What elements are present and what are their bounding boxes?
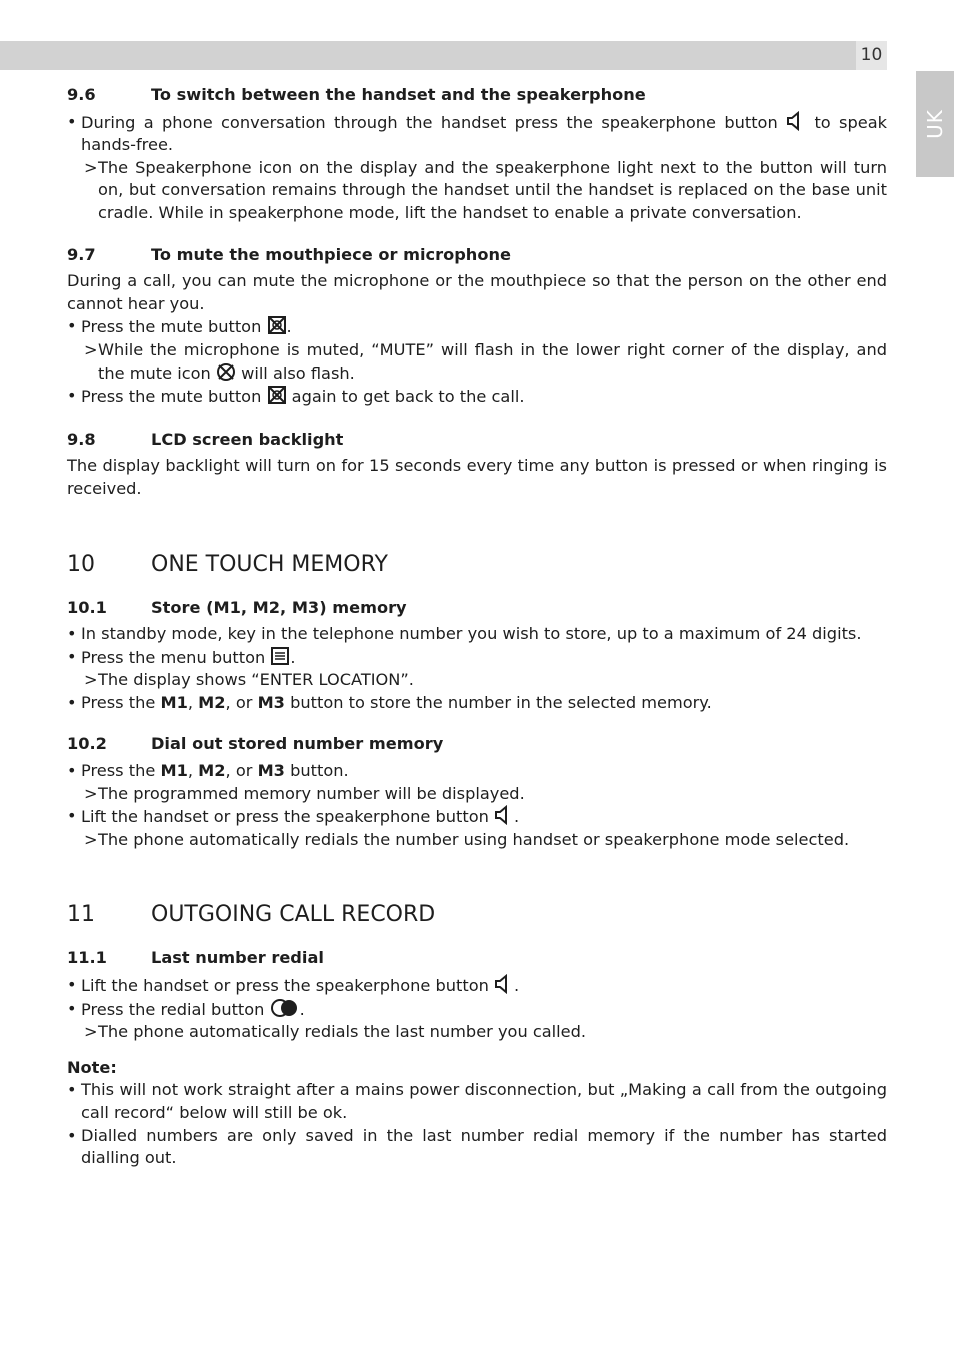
list-item: • Dialled numbers are only saved in the last number redial memory if the number has started dialling out.: [67, 1125, 887, 1170]
chapter-heading: 10 ONE TOUCH MEMORY: [67, 551, 388, 577]
list-item: • During a phone conversation through the handset press the speakerphone button to speak hands-free.: [67, 111, 887, 157]
list-item: • This will not work straight after a mains power disconnection, but „Making a call from the outgoing call record“ below will still be ok.: [67, 1079, 887, 1124]
list-item: • Press the mute button .: [67, 315, 887, 339]
language-tab: [916, 71, 954, 177]
list-item: • Press the M1, M2, or M3 button.: [67, 760, 887, 783]
result-line: > While the microphone is muted, “MUTE” will flash in the lower right corner of the display, and the mute icon will also flash.: [67, 339, 887, 385]
list-item: • Press the mute button again to get back to the call.: [67, 385, 887, 409]
section-heading: 9.6 To switch between the handset and the speakerphone: [67, 85, 646, 104]
section-heading: 10.1 Store (M1, M2, M3) memory: [67, 597, 407, 617]
list-item: • Press the M1, M2, or M3 button to store the number in the selected memory.: [67, 692, 887, 715]
list-item: • Lift the handset or press the speakerphone button .: [67, 974, 887, 998]
note-title: Note:: [67, 1057, 117, 1077]
section-heading: 11.1 Last number redial: [67, 948, 324, 968]
list-item: • Press the redial button .: [67, 998, 887, 1022]
speakerphone-icon: [786, 111, 806, 131]
section-heading: 9.8 LCD screen backlight: [67, 429, 344, 449]
mute-icon: [267, 315, 287, 335]
section-heading: 9.7 To mute the mouthpiece or microphone: [67, 244, 511, 264]
result-line: > The display shows “ENTER LOCATION”.: [67, 669, 887, 692]
result-line: > The phone automatically redials the last number you called.: [67, 1021, 887, 1044]
list-item: • In standby mode, key in the telephone number you wish to store, up to a maximum of 24 digits.: [67, 623, 887, 646]
header-bar: [0, 41, 856, 70]
section-heading: 10.2 Dial out stored number memory: [67, 734, 444, 754]
manual-content: [67, 84, 887, 1170]
mute-icon: [216, 362, 236, 382]
language-tab-label: UK: [923, 109, 947, 139]
redial-icon: [270, 998, 300, 1018]
speakerphone-icon: [494, 974, 514, 994]
result-line: > The programmed memory number will be displayed.: [67, 783, 887, 806]
menu-icon: [270, 646, 290, 666]
page-number: 10: [856, 41, 887, 70]
result-line: > The Speakerphone icon on the display and the speakerphone light next to the button will turn on, but conversation remains through the handset until the handset is replaced on the base unit cradle. While in speakerphone mode, lift the handset to enable a private conversation.: [67, 157, 887, 225]
speakerphone-icon: [494, 805, 514, 825]
list-item: • Press the menu button .: [67, 646, 887, 670]
mute-icon: [267, 385, 287, 405]
list-item: • Lift the handset or press the speakerphone button .: [67, 805, 887, 829]
paragraph: The display backlight will turn on for 15 seconds every time any button is pressed or when ringing is received.: [67, 456, 887, 498]
paragraph: During a call, you can mute the microphone or the mouthpiece so that the person on the other end cannot hear you.: [67, 271, 887, 313]
result-line: > The phone automatically redials the number using handset or speakerphone mode selected.: [67, 829, 887, 852]
chapter-heading: 11 OUTGOING CALL RECORD: [67, 902, 436, 928]
